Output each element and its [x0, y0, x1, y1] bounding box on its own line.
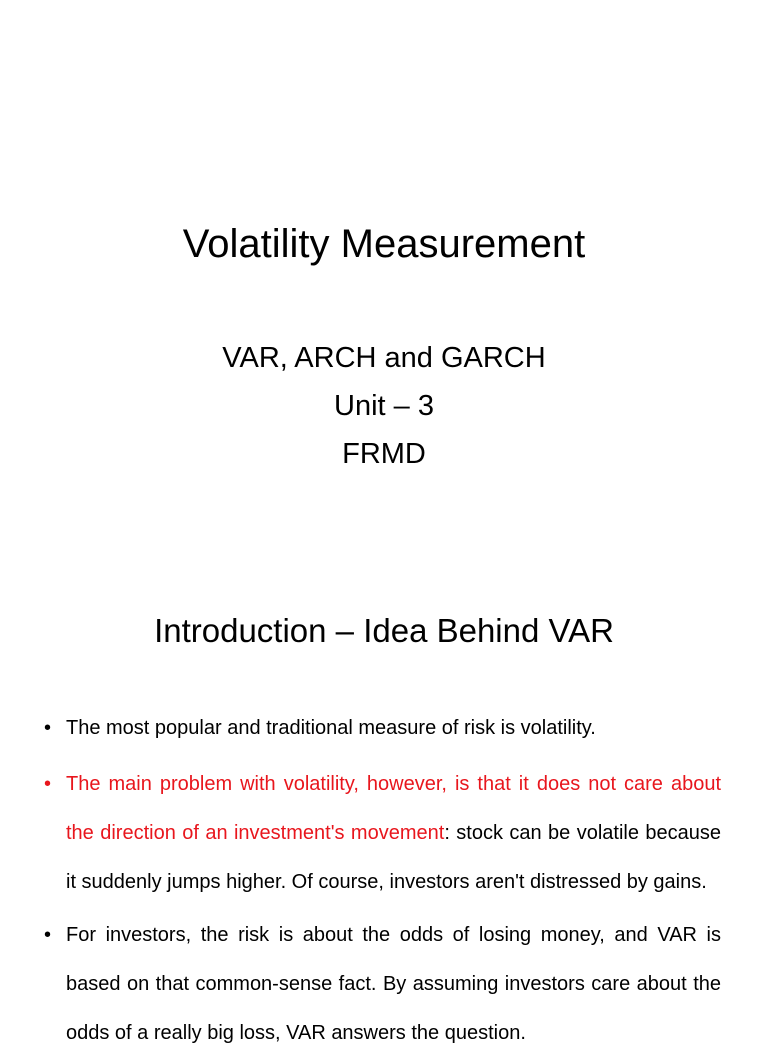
bullet-item-3 [44, 911, 721, 1058]
bullet-highlight-text: The main problem with volatility, however, is that it does not care about the direction of an investment's movement [66, 773, 721, 844]
bullet-icon: • [44, 773, 52, 795]
bullet-list [0, 706, 768, 1062]
bullet-text: For investors, the risk is about the odds of losing money, and VAR is based on that common-sense fact. By assuming investors care about the odds of a really big loss, VAR answers the question. [66, 924, 721, 1044]
bullet-icon: • [44, 924, 52, 946]
bullet-item-1 [44, 706, 721, 750]
subtitle-line-3: FRMD [342, 438, 426, 470]
bullet-text: : stock can be volatile because it suddenly jumps higher. Of course, investors aren't distressed by gains. [66, 822, 721, 893]
section-title: Introduction – Idea Behind VAR [154, 612, 614, 649]
subtitle-line-2: Unit – 3 [334, 390, 434, 422]
bullet-item-2 [44, 760, 721, 907]
slide-subtitle [0, 334, 768, 478]
bullet-text: The most popular and traditional measure of risk is volatility. [66, 717, 596, 739]
slide-title: Volatility Measurement [182, 222, 586, 266]
bullet-icon: • [44, 717, 52, 739]
subtitle-line-1: VAR, ARCH and GARCH [222, 342, 546, 374]
